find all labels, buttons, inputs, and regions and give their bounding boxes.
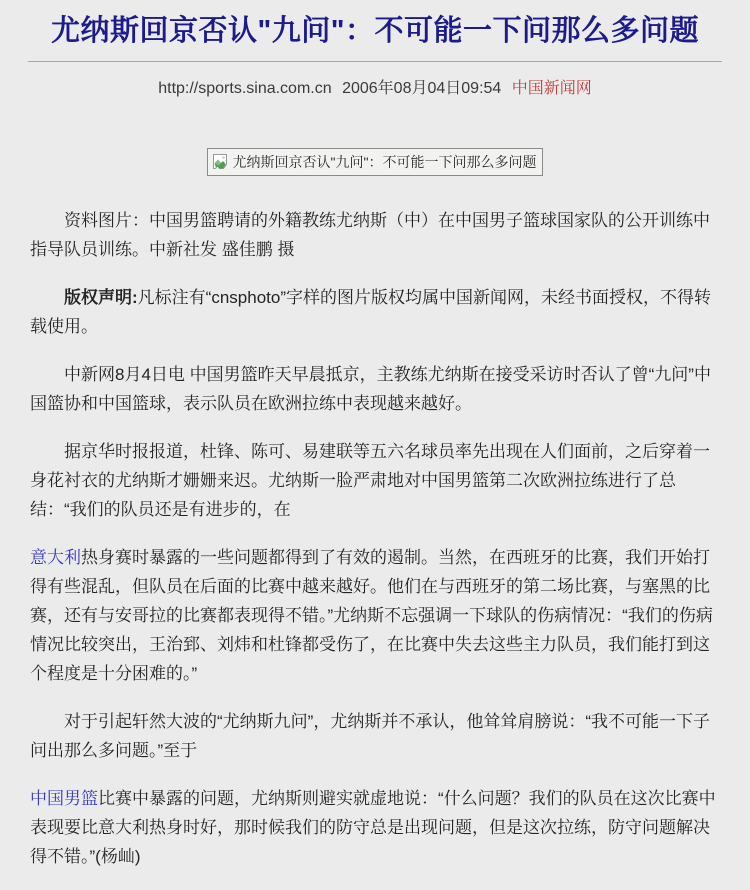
broken-image-icon bbox=[211, 153, 231, 171]
source-line bbox=[0, 75, 750, 98]
copyright-lead: 版权声明: bbox=[64, 287, 138, 307]
copyright-text: 凡标注有“cnsphoto”字样的图片版权均属中国新闻网，未经书面授权，不得转载使用。 bbox=[30, 287, 711, 336]
paragraph-team bbox=[30, 784, 720, 871]
article-url: http://sports.sina.com.cn bbox=[158, 79, 332, 97]
paragraph-photo-caption bbox=[30, 206, 720, 264]
article-datetime: 2006年08月04日09:54 bbox=[342, 79, 502, 97]
paragraph-copyright bbox=[30, 283, 720, 341]
paragraph-italy bbox=[30, 543, 720, 688]
report-text: 据京华时报报道，杜锋、陈可、易建联等五六名球员率先出现在人们面前，之后穿着一身花衬衣的尤纳斯才姗姗来迟。尤纳斯一脸严肃地对中国男篮第二次欧洲拉练进行了总结：“我们的队员还是有进步的，在 bbox=[30, 441, 710, 519]
china-team-link[interactable]: 中国男篮 bbox=[30, 788, 98, 808]
paragraph-nine-questions bbox=[30, 707, 720, 765]
caption-text: 资料图片：中国男篮聘请的外籍教练尤纳斯（中）在中国男子篮球国家队的公开训练中指导队员训练。中新社发 盛佳鹏 摄 bbox=[30, 210, 710, 259]
italy-link[interactable]: 意大利 bbox=[30, 547, 81, 567]
figure-container bbox=[0, 148, 750, 176]
page-title: 尤纳斯回京否认"九问"：不可能一下问那么多问题 bbox=[51, 15, 699, 47]
broken-image-placeholder bbox=[207, 148, 544, 176]
team-text: 比赛中暴露的问题，尤纳斯则避实就虚地说：“什么问题？我们的队员在这次比赛中表现要比意大利热身时好，那时候我们的防守总是出现问题，但是这次拉练，防守问题解决得不错。”(杨屾) bbox=[30, 788, 716, 866]
source-site-link[interactable]: 中国新闻网 bbox=[511, 79, 592, 97]
article-header bbox=[28, 14, 722, 62]
nine-questions-text: 对于引起轩然大波的“尤纳斯九问”，尤纳斯并不承认，他耸耸肩膀说：“我不可能一下子问出那么多问题。”至于 bbox=[30, 711, 710, 760]
image-alt-text: 尤纳斯回京否认"九问"：不可能一下问那么多问题 bbox=[232, 153, 537, 170]
paragraph-report bbox=[30, 437, 720, 524]
italy-text: 热身赛时暴露的一些问题都得到了有效的遏制。当然，在西班牙的比赛，我们开始打得有些混乱，但队员在后面的比赛中越来越好。他们在与西班牙的第二场比赛，与塞黑的比赛，还有与安哥拉的比赛都表现得不错。”尤纳斯不忘强调一下球队的伤病情况：“我们的伤病情况比较突出，王治郅、刘炜和杜锋都受伤了，在比赛中失去这些主力队员，我们能打到这个程度是十分困难的。” bbox=[30, 547, 713, 683]
intro-text: 中新网8月4日电 中国男篮昨天早晨抵京，主教练尤纳斯在接受采访时否认了曾“九问”中国篮协和中国篮球，表示队员在欧洲拉练中表现越来越好。 bbox=[30, 364, 711, 413]
paragraph-intro bbox=[30, 360, 720, 418]
article-body bbox=[30, 206, 720, 871]
